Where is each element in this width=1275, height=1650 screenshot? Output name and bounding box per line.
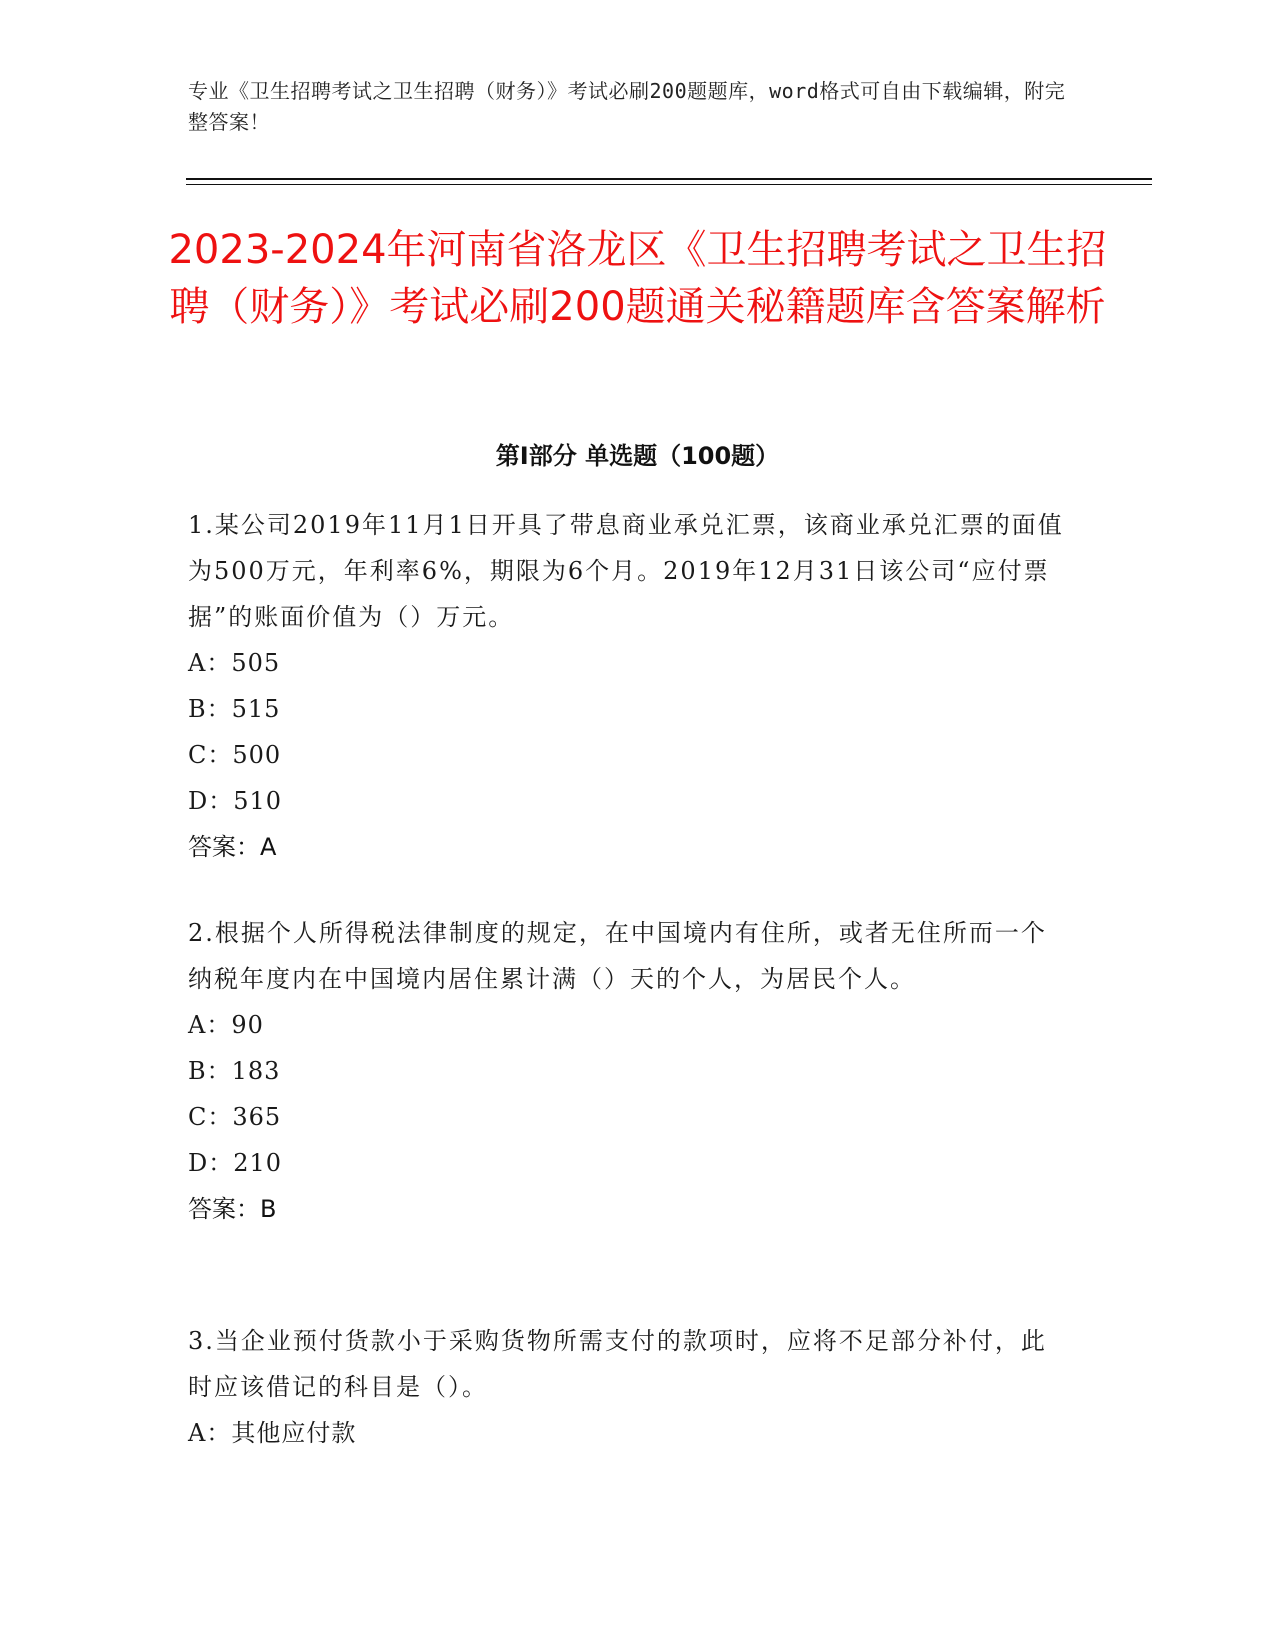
question-stem: 2.根据个人所得税法律制度的规定，在中国境内有住所，或者无住所而一个纳税年度内在中国境内居住累计满（）天的个人，为居民个人。 <box>188 919 1047 993</box>
question-1 <box>188 502 1068 870</box>
question-stem: 1.某公司2019年11月1日开具了带息商业承兑汇票，该商业承兑汇票的面值为500万元，年利率6%，期限为6个月。2019年12月31日该公司“应付票据”的账面价值为（）万元。 <box>188 511 1064 631</box>
header-note: 专业《卫生招聘考试之卫生招聘（财务）》考试必刷200题题库，word格式可自由下载编辑，附完整答案！ <box>188 79 1066 134</box>
option-d: D：210 <box>188 1149 283 1177</box>
option-c: C：500 <box>188 741 282 769</box>
option-c: C：365 <box>188 1103 282 1131</box>
option-d: D：510 <box>188 787 283 815</box>
header-divider-thin <box>186 184 1152 185</box>
option-a: A：其他应付款 <box>188 1419 357 1447</box>
answer: 答案：B <box>188 1195 277 1223</box>
answer: 答案：A <box>188 833 277 861</box>
option-b: B：515 <box>188 695 281 723</box>
option-b: B：183 <box>188 1057 281 1085</box>
section-heading: 第I部分 单选题（100题） <box>495 442 780 470</box>
question-2 <box>188 910 1068 1232</box>
option-a: A：90 <box>188 1011 264 1039</box>
header-divider-thick <box>186 178 1152 180</box>
option-a: A：505 <box>188 649 281 677</box>
question-stem: 3.当企业预付货款小于采购货物所需支付的款项时，应将不足部分补付，此时应该借记的科目是（）。 <box>188 1327 1047 1401</box>
question-3 <box>188 1318 1068 1456</box>
document-title: 2023-2024年河南省洛龙区《卫生招聘考试之卫生招聘（财务）》考试必刷200题通关秘籍题库含答案解析 <box>168 227 1107 330</box>
